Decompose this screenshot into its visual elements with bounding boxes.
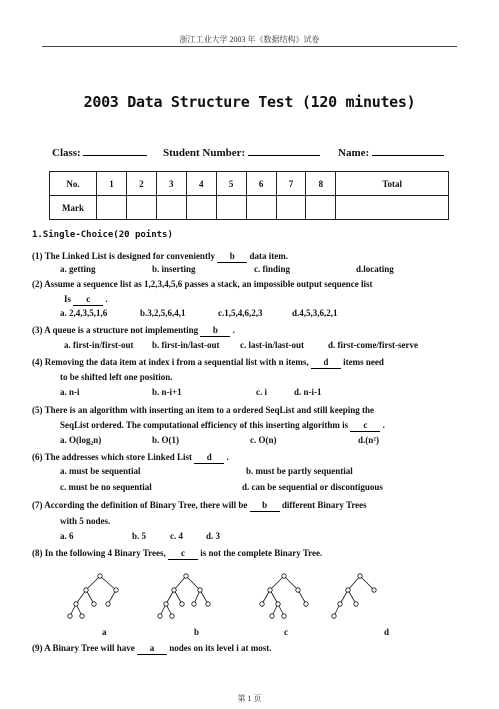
table-cell: 7 [276, 172, 306, 196]
question-7 [32, 499, 367, 512]
question-8 [32, 547, 322, 560]
answer-blank: a [137, 642, 167, 655]
binary-tree-d [334, 576, 374, 616]
question-text: Is [64, 294, 72, 304]
option: b.3,2,5,6,4,1 [140, 308, 186, 318]
option: d.locating [356, 264, 394, 274]
option: c. must be no sequential [60, 482, 152, 492]
question-text: (6) The addresses which store Linked List [32, 452, 193, 462]
option: a. n-i [60, 387, 80, 397]
option: d. first-come/first-serve [328, 340, 418, 350]
answer-blank: c [350, 419, 380, 432]
tree-label-b: b [194, 627, 200, 637]
table-cell [126, 196, 156, 220]
option: c. last-in/last-out [240, 340, 304, 350]
tree-label-a: a [102, 627, 107, 637]
answer-blank: d [194, 451, 224, 464]
student-number-blank [248, 145, 320, 156]
question-text: data item. [249, 251, 288, 261]
option: c. O(n) [250, 435, 277, 445]
table-cell [276, 196, 306, 220]
table-cell: Mark [50, 196, 97, 220]
score-table-row-marks [50, 196, 449, 220]
answer-blank: d [311, 356, 341, 369]
option: b. first-in/last-out [152, 340, 220, 350]
option: c. finding [254, 264, 291, 274]
question-2-cont [64, 293, 108, 306]
answer-blank: b [217, 250, 247, 263]
table-cell: 4 [186, 172, 216, 196]
student-number-label: Student Number: [163, 147, 246, 159]
score-table [49, 171, 449, 220]
option: d. n-i-1 [294, 387, 322, 397]
answer-blank: c [168, 547, 198, 560]
table-cell [306, 196, 336, 220]
page-number: 第 1 页 [237, 694, 262, 703]
name-label: Name: [338, 147, 370, 159]
binary-tree-a [70, 576, 116, 616]
table-cell: 6 [246, 172, 276, 196]
table-cell [246, 196, 276, 220]
question-text: (1) The Linked List is designed for conveniently [32, 251, 215, 261]
question-text: (9) A Binary Tree will have [32, 643, 135, 653]
option: d.4,5,3,6,2,1 [292, 308, 338, 318]
question-text: (3) A queue is a structure not implementing [32, 325, 199, 335]
question-5: (5) There is an algorithm with inserting an item to a ordered SeqList and still keeping the [32, 405, 375, 415]
binary-trees-figure [60, 572, 440, 632]
class-blank [83, 145, 147, 156]
question-text: (8) In the following 4 Binary Trees, [32, 548, 166, 558]
name-blank [372, 145, 444, 156]
question-text: . [382, 420, 385, 430]
header-rule [42, 46, 457, 47]
score-table-row-numbers [50, 172, 449, 196]
option: b. O(1) [152, 435, 179, 445]
question-3 [32, 324, 235, 337]
question-text: (4) Removing the data item at index i from a sequential list with n items, [32, 357, 309, 367]
option: a. O(log₂n) [60, 435, 102, 445]
table-cell: 1 [97, 172, 127, 196]
student-number-field [163, 145, 320, 159]
option: b. 5 [132, 531, 147, 541]
question-text: different Binary Trees [281, 500, 367, 510]
question-text: . [226, 452, 229, 462]
question-text: is not the complete Binary Tree. [200, 548, 323, 558]
table-cell: Total [336, 172, 449, 196]
question-7-cont: with 5 nodes. [60, 516, 111, 526]
table-cell [156, 196, 186, 220]
page-title: 2003 Data Structure Test (120 minutes) [83, 93, 416, 111]
table-cell [186, 196, 216, 220]
class-field [52, 145, 147, 159]
question-5-cont [60, 419, 385, 432]
table-cell: 2 [126, 172, 156, 196]
name-field [338, 145, 444, 159]
option: c. i [256, 387, 267, 397]
question-2: (2) Assume a sequence list as 1,2,3,4,5,6 passes a stack, an impossible output sequence list [32, 279, 373, 289]
question-text: items need [343, 357, 384, 367]
answer-blank: c [73, 293, 103, 306]
option: c.1,5,4,6,2,3 [218, 308, 263, 318]
question-4-cont: to be shifted left one position. [60, 372, 173, 382]
question-6 [32, 451, 229, 464]
option: a. first-in/first-out [64, 340, 134, 350]
option: b. must be partly sequential [246, 466, 353, 476]
option: a. 2,4,3,5,1,6 [60, 308, 108, 318]
question-text: . [232, 325, 235, 335]
binary-tree-c [262, 576, 306, 616]
option: d. 3 [206, 531, 221, 541]
answer-blank: b [250, 499, 280, 512]
page-header: 浙江工业大学 2003 年《数据结构》试卷 [179, 35, 320, 44]
option: c. 4 [170, 531, 183, 541]
question-1 [32, 250, 288, 263]
option: b. inserting [152, 264, 196, 274]
question-text: (7) According the definition of Binary Tree, there will be [32, 500, 248, 510]
question-4 [32, 356, 384, 369]
question-text: . [105, 294, 108, 304]
class-label: Class: [52, 147, 81, 159]
answer-blank: b [200, 324, 230, 337]
option: a. 6 [60, 531, 74, 541]
tree-label-d: d [384, 627, 390, 637]
table-cell: 8 [306, 172, 336, 196]
option: d.(n²) [358, 435, 379, 445]
table-cell [97, 196, 127, 220]
table-cell [216, 196, 246, 220]
table-cell: 3 [156, 172, 186, 196]
table-cell: 5 [216, 172, 246, 196]
option: a. must be sequential [60, 466, 141, 476]
section-heading: 1.Single-Choice(20 points) [32, 230, 173, 240]
option: d. can be sequential or discontiguous [242, 482, 383, 492]
question-text: SeqList ordered. The computational efficiency of this inserting algorithm is [60, 420, 349, 430]
table-cell [336, 196, 449, 220]
question-text: nodes on its level i at most. [169, 643, 272, 653]
question-9 [32, 642, 272, 655]
table-cell: No. [50, 172, 97, 196]
option: b. n-i+1 [152, 387, 182, 397]
binary-tree-b [160, 576, 208, 616]
tree-label-c: c [284, 627, 288, 637]
option: a. getting [60, 264, 96, 274]
